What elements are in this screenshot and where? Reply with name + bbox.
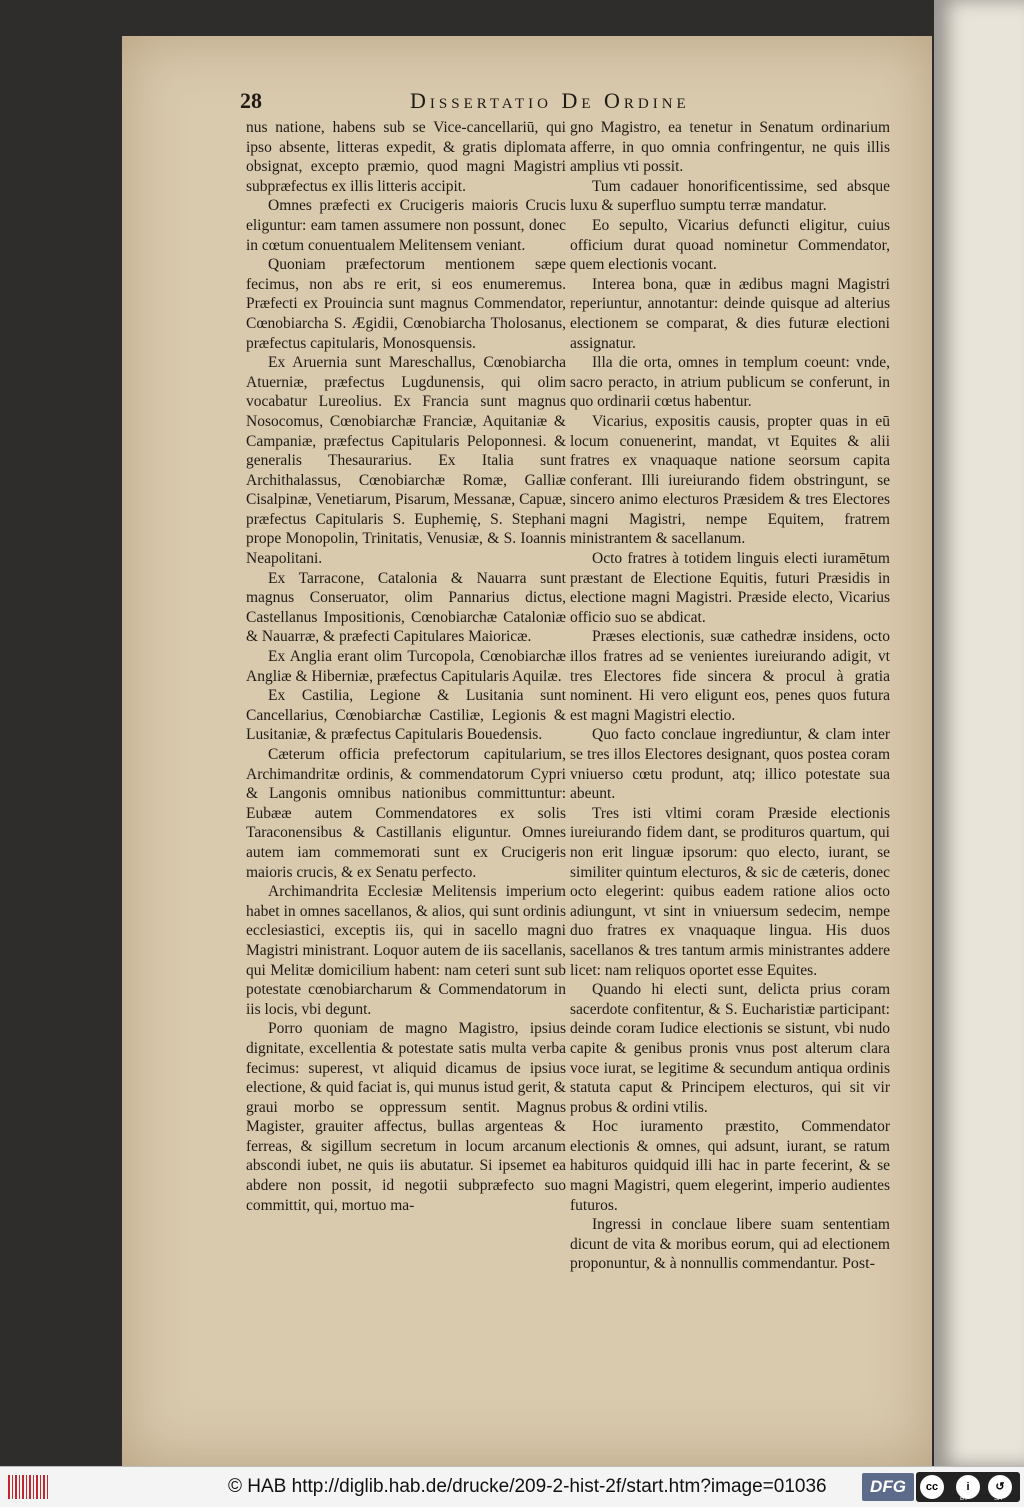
page-header xyxy=(240,88,900,118)
adjacent-page-edge xyxy=(934,0,1024,1466)
paragraph: Illa die orta, omnes in templum coeunt: vnde, sacro peracto, in atrium publicum se conferunt, in quo ordinarii cœtus habentur. xyxy=(570,354,890,411)
paragraph: Quando hi electi sunt, delicta prius coram sacerdote confitentur, & S. Eucharistiæ participant: deinde coram Iudice electionis se sistunt, vbi nudo capite & genibus pronis vnus post alterum clara voce iurat, se legitime & secundum antiqua ordinis statuta caput & Principem electuros, qui sit vir probus & ordini vtilis. xyxy=(570,981,890,1116)
paragraph: Ex Aruernia sunt Mareschallus, Cœnobiarcha Atuerniæ, præfectus Lugdunensis, qui olim vocabatur Lureolius. Ex Francia sunt magnus Nosocomus, Cœnobiarchæ Franciæ, Aquitaniæ & Campaniæ, præfectus Capitularis Peloponnesi. & generalis Thesaurarius. Ex Italia sunt Archithalassus, Cœnobiarchæ Romæ, Galliæ Cisalpinæ, Venetiarum, Pisarum, Messanæ, Capuæ, præfectus Capitularis S. Euphemię, S. Stephani prope Monopolin, Trinitatis, Venusiæ, & S. Ioannis Neapolitani. xyxy=(246,354,566,568)
paragraph: Hoc iuramento præstito, Commendator electionis & omnes, qui adsunt, iurant, se ratum habituros quidquid illi hac in parte fecerint, & se magni Magistri, quem elegerint, imperio audientes futuros. xyxy=(570,1118,890,1214)
paragraph: Porro quoniam de magno Magistro, ipsius dignitate, excellentia & potestate satis multa verba fecimus: superest, vt aliquid dicamus de ipsius electione, & quid faciat is, qui munus istud gerit, & graui morbo se oppressum sentit. Magnus Magister, grauiter affectus, bullas argenteas & ferreas, & sigillum secretum in locum arcanum abscondi iubet, ne quis iis abutatur. Si ipsemet ea abdere non possit, id negotii subpræfecto suo committit, qui, mortuo ma- xyxy=(246,1020,566,1214)
paragraph: nus natione, habens sub se Vice-cancellariū, qui ipso absente, litteras expedit, & gratis diplomata obsignat, excepto præmio, quod magni Magistri subpræfectus ex illis litteris accipit. xyxy=(246,119,566,195)
viewer-footer xyxy=(0,1466,1024,1507)
paragraph: Omnes præfecti ex Crucigeris maioris Crucis eliguntur: eam tamen assumere non possunt, donec in cœtum conuentualem Melitensem veniant. xyxy=(246,197,566,254)
left-text-column xyxy=(246,118,566,1215)
paragraph: Ingressi in conclaue libere suam sententiam dicunt de vita & moribus eorum, qui ad electionem proponuntur, & à nonnullis commendantur. xyxy=(570,1216,890,1273)
paragraph: Quo facto conclaue ingrediuntur, & clam inter se tres illos Electores designant, quos postea coram vniuerso cœtu produnt, atq; illico potestate sua abeunt. xyxy=(570,726,890,803)
paragraph: Cæterum officia prefectorum capitularium, Archimandritæ ordinis, & commendatorum Cypri & Langonis omnibus nationibus committuntur: Eubææ autem Commendatores ex solis Taraconensibus & Castillanis eliguntur. Omnes autem iam commemorati sunt ex Crucigeris maioris crucis, & ex Senatu perfecto. xyxy=(246,746,566,881)
dfg-logo: DFG xyxy=(862,1473,914,1501)
paragraph: Eo sepulto, Vicarius defuncti eligitur, cuius officium durat quoad nominetur Commendator, quem electionis vocant. xyxy=(570,216,890,274)
source-link[interactable]: © HAB http://diglib.hab.de/drucke/209-2-hist-2f/start.htm?image=01036 xyxy=(228,1476,827,1497)
cc-icon: cc xyxy=(920,1475,944,1499)
by-icon: i xyxy=(956,1475,980,1499)
cc-license-badge[interactable] xyxy=(916,1472,1020,1502)
paragraph: Ex Castilia, Legione & Lusitania sunt Cancellarius, Cœnobiarchæ Castiliæ, Legionis & Lusitaniæ, & præfectus Capitularis Bouedensis. xyxy=(246,687,566,744)
paragraph: Ex Anglia erant olim Turcopola, Cœnobiarchæ Angliæ & Hiberniæ, præfectus Capitularis Aquilæ. xyxy=(246,648,566,685)
catchword: Post- xyxy=(842,1255,875,1272)
paragraph: Quoniam præfectorum mentionem sæpe fecimus, non abs re erit, si eos enumeremus. Præfecti ex Prouincia sunt magnus Commendator, Cœnobiarcha S. Ægidii, Cœnobiarcha Tholosanus, præfectus capitularis, Monosquensis. xyxy=(246,256,566,352)
sa-label: SA xyxy=(994,1496,1003,1502)
paragraph: Octo fratres à totidem linguis electi iuramētum præstant de Electione Equitis, futuri Præsidis in electione magni Magistri. Præside electo, Vicarius officio suo se abdicat. xyxy=(570,550,890,626)
by-label: BY xyxy=(960,1496,969,1502)
running-title: Dissertatio De Ordine xyxy=(410,88,690,113)
sa-icon: ↺ xyxy=(988,1475,1012,1499)
paragraph: Vicarius, expositis causis, propter quas in eū locum conuenerint, mandat, vt Equites & alii fratres ex vnaquaque natione seorsum capita conferant. Illi iureiurando fidem obstringunt, se sincero animo electuros Præsidem & tres Electores magni Magistri, nempe Equitem, fratrem ministrantem & sacellanum. xyxy=(570,412,890,548)
paragraph: Interea bona, quæ in ædibus magni Magistri reperiuntur, annotantur: deinde quisque ad alterius electionem se comparat, & dies futuræ electioni assignatur. xyxy=(570,275,890,352)
page-number: 28 xyxy=(240,88,262,113)
paragraph: Tres isti vltimi coram Præside electionis iureiurando fidem dant, se prodituros quartum, qui non erit linguæ ipsorum: quo electo, iurant, se similiter quintum electuros, & sic de cæteris, donec octo elegerint: quibus eadem ratione alios octo adiungunt, vt sint in vniuersum sedecim, nempe duo fratres ex vnaquaque lingua. His duos sacellanos & tres tantum armis ministrantes addere licet: nam reliquos oportet esse Equites. xyxy=(570,804,890,979)
paragraph: Ex Tarracone, Catalonia & Nauarra sunt magnus Conseruator, olim Pannarius dictus, Castellanus Impositionis, Cœnobiarchæ Cataloniæ & Nauarræ, & præfecti Capitulares Maioricæ. xyxy=(246,569,566,646)
paragraph: Tum cadauer honorificentissime, sed absque luxu & superfluo sumptu terræ mandatur. xyxy=(570,177,890,215)
hab-logo-icon xyxy=(8,1475,50,1499)
paragraph: Archimandrita Ecclesiæ Melitensis imperium habet in omnes sacellanos, & alios, qui sunt ordinis ecclesiastici, exceptis iis, qui in sacello magni Magistri ministrant. Loquor autem de iis sacellanis, qui Melitæ domicilium habent: nam ceteri sunt sub potestate cœnobiarcharum & Commendatorum in iis locis, vbi degunt. xyxy=(246,883,566,1018)
paragraph: gno Magistro, ea tenetur in Senatum ordinarium afferre, in quo omnia confringentur, ne quis illis amplius vti possit. xyxy=(570,119,890,176)
right-text-column xyxy=(570,118,890,1274)
paragraph: Præses electionis, suæ cathedræ insidens, octo illos fratres ad se venientes iureiurando adigit, vt tres Electores fide sincera & procul à gratia nominent. Hi vero eligunt eos, penes quos futura est magni Magistri electio. xyxy=(570,628,890,724)
